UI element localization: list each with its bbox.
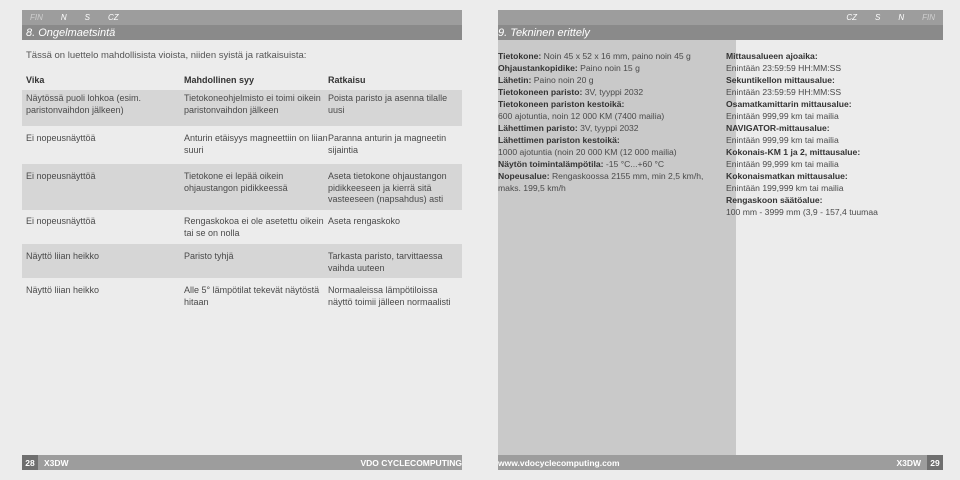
range-value: Enintään 199,999 km tai mailia	[726, 183, 844, 193]
technical-specs	[498, 50, 718, 194]
table-header	[22, 70, 462, 90]
spec-label: Tietokone:	[498, 51, 542, 61]
spec-label: Lähetin:	[498, 75, 532, 85]
section-title: 8. Ongelmaetsintä	[22, 25, 462, 40]
range-value: 100 mm - 3999 mm (3,9 - 157,4 tuumaa	[726, 207, 878, 217]
header-fault: Vika	[26, 75, 45, 85]
spec-label: Lähettimen pariston kestoikä:	[498, 135, 620, 145]
cell-fault: Näyttö liian heikko	[26, 251, 100, 261]
lang-label: FIN	[922, 13, 935, 22]
lang-label: FIN	[30, 13, 43, 22]
cell-solution: Aseta tietokone ohjaustangon pidikkeeseen ja kierrä sitä vasteeseen (napsahdus) asti	[328, 171, 447, 204]
lang-label: CZ	[846, 13, 857, 22]
spec-value: 1000 ajotuntia (noin 20 000 KM (12 000 mailia)	[498, 147, 677, 157]
cell-fault: Näyttö liian heikko	[26, 285, 100, 295]
page-footer	[498, 455, 943, 470]
table-row	[22, 126, 462, 164]
spec-value: 3V, tyyppi 2032	[577, 123, 639, 133]
spec-item	[498, 170, 718, 194]
cell-solution: Poista paristo ja asenna tilalle uusi	[328, 93, 448, 115]
spec-value: Noin 45 x 52 x 16 mm, paino noin 45 g	[541, 51, 691, 61]
troubleshooting-table	[22, 70, 462, 324]
section-title: 9. Tekninen erittely	[498, 25, 943, 40]
page-footer	[22, 455, 462, 470]
language-bar	[498, 10, 943, 25]
cell-solution: Tarkasta paristo, tarvittaessa vaihda uuteen	[328, 251, 443, 273]
range-label: Osamatkamittarin mittausalue:	[726, 99, 852, 109]
table-row	[22, 244, 462, 278]
range-value: Enintään 23:59:59 HH:MM:SS	[726, 87, 842, 97]
spec-item	[498, 98, 718, 122]
spec-item	[498, 134, 718, 158]
header-solution: Ratkaisu	[328, 75, 366, 85]
cell-cause: Paristo tyhjä	[184, 251, 234, 261]
lang-label: N	[898, 13, 905, 22]
lang-label: S	[874, 13, 881, 22]
measurement-ranges	[726, 50, 941, 218]
cell-cause: Rengaskokoa ei ole asetettu oikein tai se on nolla	[184, 216, 324, 238]
language-bar	[22, 10, 462, 25]
lang-label: S	[84, 13, 91, 22]
table-row	[22, 210, 462, 244]
page-number: 29	[927, 455, 943, 470]
spec-label: Tietokoneen paristo:	[498, 87, 583, 97]
spec-label: Tietokoneen pariston kestoikä:	[498, 99, 625, 109]
cell-cause: Tietokone ei lepää oikein ohjaustangon pidikkeessä	[184, 171, 288, 193]
website-url: www.vdocyclecomputing.com	[498, 457, 620, 468]
table-row	[22, 278, 462, 324]
header-cause: Mahdollinen syy	[184, 75, 255, 85]
spec-item	[498, 158, 718, 170]
cell-fault: Ei nopeusnäyttöä	[26, 133, 96, 143]
cell-cause: Alle 5° lämpötilat tekevät näytöstä hitaan	[184, 285, 320, 307]
spec-value: Paino noin 20 g	[531, 75, 594, 85]
product-name: X3DW	[896, 457, 921, 468]
cell-cause: Tietokoneohjelmisto ei toimi oikein paristonvaihdon jälkeen	[184, 93, 321, 115]
spec-item	[498, 50, 718, 62]
cell-solution: Paranna anturin ja magneetin sijaintia	[328, 133, 447, 155]
cell-cause: Anturin etäisyys magneettiin on liian suuri	[184, 133, 328, 155]
cell-fault: Ei nopeusnäyttöä	[26, 216, 96, 226]
spec-label: Lähettimen paristo:	[498, 123, 578, 133]
range-value: Enintään 999,99 km tai mailia	[726, 135, 839, 145]
spec-value: 600 ajotuntia, noin 12 000 KM (7400 mailia)	[498, 111, 665, 121]
page-number: 28	[22, 455, 38, 470]
spec-value: Paino noin 15 g	[577, 63, 640, 73]
lang-label: CZ	[108, 13, 119, 22]
spec-item	[498, 62, 718, 74]
cell-fault: Näytössä puoli lohkoa (esim. paristonvaihdon jälkeen)	[26, 93, 142, 115]
spec-value: -15 °C...+60 °C	[603, 159, 665, 169]
cell-solution: Normaaleissa lämpötiloissa näyttö toimii jälleen normaalisti	[328, 285, 451, 307]
spec-label: Näytön toimintalämpötila:	[498, 159, 604, 169]
range-label: NAVIGATOR-mittausalue:	[726, 123, 830, 133]
range-label: Rengaskoon säätöalue:	[726, 195, 823, 205]
range-value: Enintään 99,999 km tai mailia	[726, 159, 839, 169]
range-value: Enintään 999,99 km tai mailia	[726, 111, 839, 121]
intro-text: Tässä on luettelo mahdollisista vioista, niiden syistä ja ratkaisuista:	[26, 50, 307, 61]
range-label: Kokonaismatkan mittausalue:	[726, 171, 848, 181]
spec-label: Ohjaustankopidike:	[498, 63, 578, 73]
right-page	[480, 0, 960, 480]
range-label: Kokonais-KM 1 ja 2, mittausalue:	[726, 147, 861, 157]
spec-value: Rengaskoossa 2155 mm, min 2,5 km/h, maks. 199,5 km/h	[498, 171, 704, 193]
range-value: Enintään 23:59:59 HH:MM:SS	[726, 63, 842, 73]
spec-item	[498, 122, 718, 134]
spec-item	[498, 74, 718, 86]
range-label: Mittausalueen ajoaika:	[726, 51, 818, 61]
lang-label: N	[60, 13, 67, 22]
range-label: Sekuntikellon mittausalue:	[726, 75, 835, 85]
spec-item	[498, 86, 718, 98]
spec-value: 3V, tyyppi 2032	[582, 87, 644, 97]
table-row	[22, 90, 462, 126]
table-row	[22, 164, 462, 210]
cell-fault: Ei nopeusnäyttöä	[26, 171, 96, 181]
cell-solution: Aseta rengaskoko	[328, 216, 401, 226]
vendor-name: VDO CYCLECOMPUTING	[360, 457, 462, 468]
spec-label: Nopeusalue:	[498, 171, 550, 181]
product-name: X3DW	[44, 457, 69, 468]
